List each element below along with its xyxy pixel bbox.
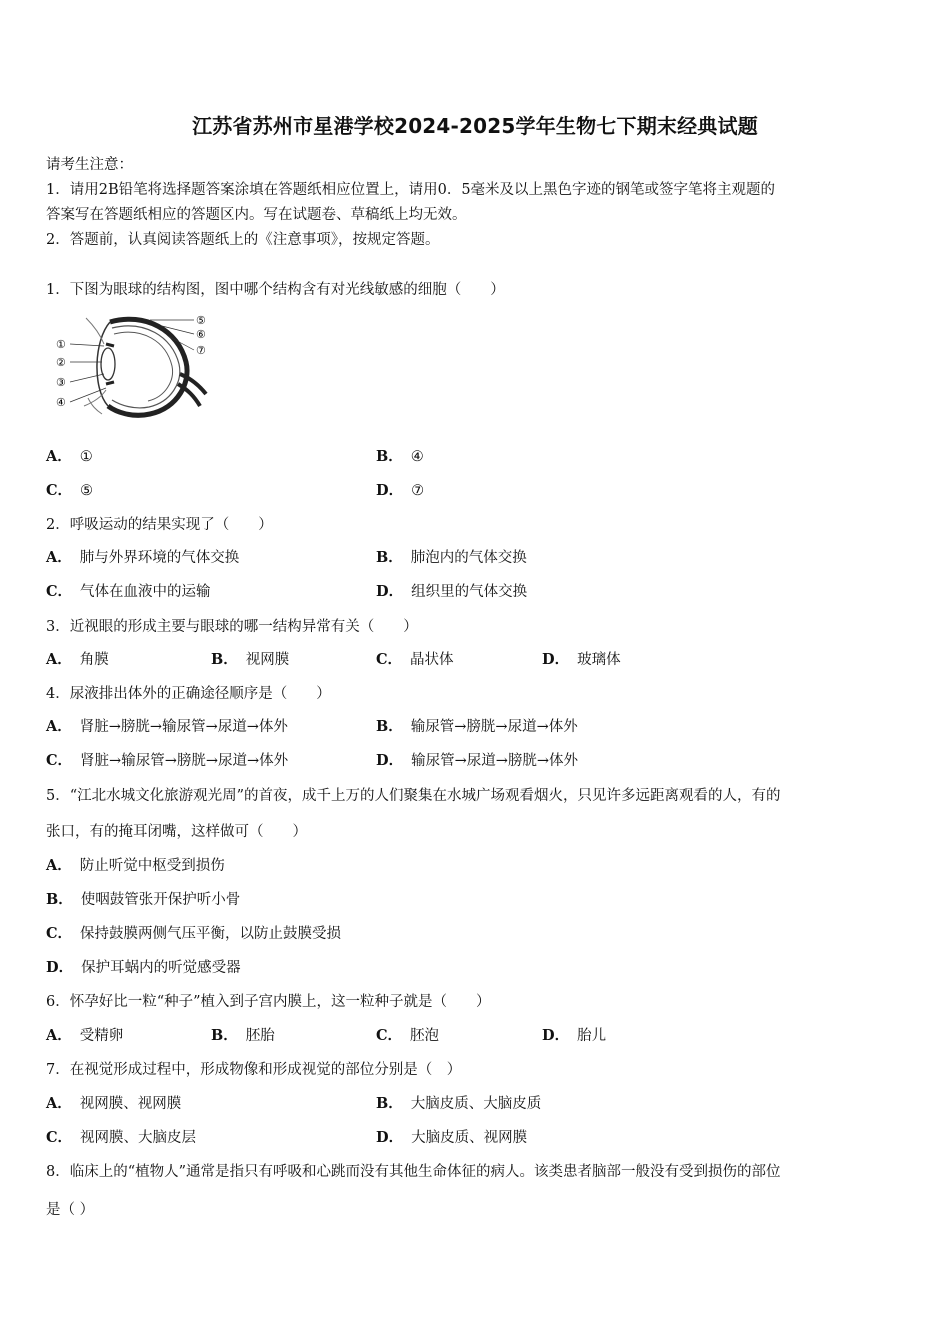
question-6-stem: 6．怀孕好比一粒“种子”植入到子宫内膜上，这一粒种子就是（ ） xyxy=(46,994,491,1010)
option-4b[interactable]: B． 输尿管→膀胱→尿道→体外 xyxy=(376,718,578,735)
diagram-label-5: ⑤ xyxy=(196,314,206,327)
option-6b[interactable]: B． 胚胎 xyxy=(211,1027,275,1044)
option-1c[interactable]: C． ⑤ xyxy=(46,482,94,499)
diagram-label-7: ⑦ xyxy=(196,344,206,357)
notice-line: 1．请用2B铅笔将选择题答案涂填在答题纸相应位置上，请用0．5毫米及以上黑色字迹的钢笔或签字笔将主观题的 xyxy=(46,182,776,198)
option-6c[interactable]: C． 胚泡 xyxy=(376,1027,440,1044)
option-5d[interactable]: D． 保护耳蜗内的听觉感受器 xyxy=(46,959,241,976)
diagram-label-6: ⑥ xyxy=(196,328,206,341)
option-3a[interactable]: A． 角膜 xyxy=(46,651,109,668)
diagram-label-1: ① xyxy=(56,338,66,351)
option-1d[interactable]: D． ⑦ xyxy=(376,482,425,499)
option-5b[interactable]: B． 使咽鼓管张开保护听小骨 xyxy=(46,891,241,908)
option-7c[interactable]: C． 视网膜、大脑皮层 xyxy=(46,1129,197,1146)
diagram-label-4: ④ xyxy=(56,396,66,409)
page-title: 江苏省苏州市星港学校2024-2025学年生物七下期末经典试题 xyxy=(192,114,758,138)
option-2b[interactable]: B． 肺泡内的气体交换 xyxy=(376,549,527,566)
option-7a[interactable]: A． 视网膜、视网膜 xyxy=(46,1095,182,1112)
eyeball-diagram xyxy=(50,310,220,420)
diagram-label-3: ③ xyxy=(56,376,66,389)
question-8-stem: 8．临床上的“植物人”通常是指只有呼吸和心跳而没有其他生命体征的病人。该类患者脑部一般没有受到损伤的部位 xyxy=(46,1164,781,1180)
diagram-label-2: ② xyxy=(56,356,66,369)
question-4-stem: 4．尿液排出体外的正确途径顺序是（ ） xyxy=(46,686,331,702)
question-5-stem-cont: 张口，有的掩耳闭嘴，这样做可（ ） xyxy=(46,824,307,840)
question-8-stem-cont: 是（ ） xyxy=(46,1202,95,1218)
option-3d[interactable]: D． 玻璃体 xyxy=(542,651,621,668)
question-1-stem: 1．下图为眼球的结构图，图中哪个结构含有对光线敏感的细胞（ ） xyxy=(46,282,505,298)
notice-line: 2．答题前，认真阅读答题纸上的《注意事项》，按规定答题。 xyxy=(46,232,440,248)
option-7b[interactable]: B． 大脑皮质、大脑皮质 xyxy=(376,1095,542,1112)
question-7-stem: 7．在视觉形成过程中，形成物像和形成视觉的部位分别是（ ） xyxy=(46,1062,462,1078)
option-4d[interactable]: D． 输尿管→尿道→膀胱→体外 xyxy=(376,752,579,769)
question-3-stem: 3．近视眼的形成主要与眼球的哪一结构异常有关（ ） xyxy=(46,619,418,635)
option-6a[interactable]: A． 受精卵 xyxy=(46,1027,124,1044)
option-2c[interactable]: C． 气体在血液中的运输 xyxy=(46,583,211,600)
option-2a[interactable]: A． 肺与外界环境的气体交换 xyxy=(46,549,240,566)
question-2-stem: 2．呼吸运动的结果实现了（ ） xyxy=(46,517,273,533)
option-3c[interactable]: C． 晶状体 xyxy=(376,651,454,668)
option-4a[interactable]: A． 肾脏→膀胱→输尿管→尿道→体外 xyxy=(46,718,288,735)
option-4c[interactable]: C． 肾脏→输尿管→膀胱→尿道→体外 xyxy=(46,752,289,769)
option-2d[interactable]: D． 组织里的气体交换 xyxy=(376,583,528,600)
notice-line: 答案写在答题纸相应的答题区内。写在试题卷、草稿纸上均无效。 xyxy=(46,207,467,223)
option-5a[interactable]: A． 防止听觉中枢受到损伤 xyxy=(46,857,225,874)
option-5c[interactable]: C． 保持鼓膜两侧气压平衡，以防止鼓膜受损 xyxy=(46,925,342,942)
notice-heading: 请考生注意： xyxy=(46,157,133,173)
option-6d[interactable]: D． 胎儿 xyxy=(542,1027,607,1044)
option-7d[interactable]: D． 大脑皮质、视网膜 xyxy=(376,1129,528,1146)
option-1a[interactable]: A． ① xyxy=(46,448,93,465)
option-1b[interactable]: B． ④ xyxy=(376,448,424,465)
question-5-stem: 5．“江北水城文化旅游观光周”的首夜，成千上万的人们聚集在水城广场观看烟火，只见许多远距离观看的人，有的 xyxy=(46,788,781,804)
option-3b[interactable]: B． 视网膜 xyxy=(211,651,290,668)
